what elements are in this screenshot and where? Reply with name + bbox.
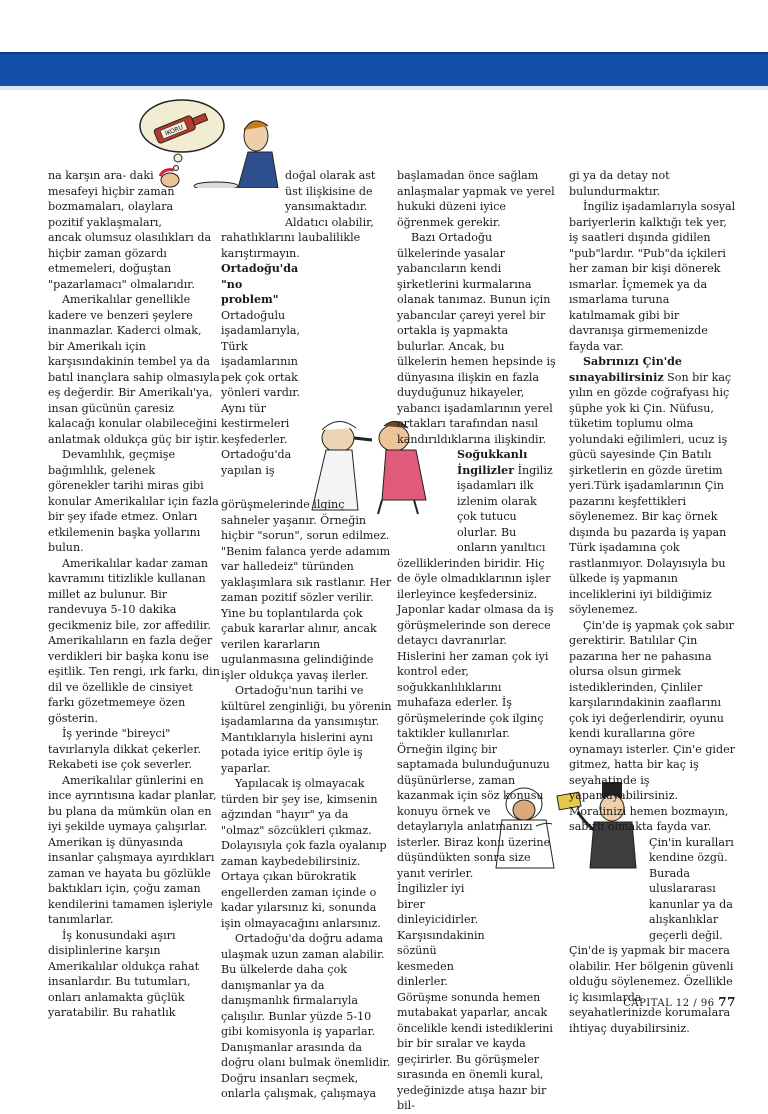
paragraph: na karşın ara- daki mesafeyi hiçbir zaman bozmamaları, olaylara pozitif yaklaşmaları, ancak olumsuz olasılıkları da hiçbir zaman gözardı etmemeleri, doğuştan "pazarlamacı" olmalarıdır. — [48, 169, 212, 291]
paragraph: Bazı Ortadoğu ülkelerinde yasalar yabancıların kendi şirketlerini kurmalarına olanak tanımaz. Bunun için yabancılar çareyi yerel bir ortakla iş yapmakta bulurlar. Ancak, bu ülkelerin hemen hepsinde iş dünyasına ilişkin en fazla duyduğunuz hikayeler, yabancı işadamlarının yerel ortakları tarafından nasıl kandırıldıklarına ilişkindir. — [397, 231, 556, 446]
magazine-issue: CAPITAL 12 / 96 — [623, 998, 715, 1009]
paragraph: İş yerinde "bireyci" tavırlarıyla dikkat çekerler. Rekabeti ise çok severler. — [48, 727, 201, 771]
paragraph: Devamlılık, geçmişe bağımlılık, gelenek görenekler tarihi miras gibi konular Amerikalılar için fazla bir şey ifade etmez. Onları etkilemenin başka yollarını bulun. — [48, 448, 219, 554]
page-footer — [623, 995, 736, 1009]
paragraph: İngilizler iyi birer dinleyicidirler. Karşısındakinin sözünü kesmeden dinlerler. Görüşme sonunda hemen mutabakat yaparlar, ancak öncelikle kendi istediklerini bir bir sıralar ve kayda geçirirler. Bu görüşmeler sırasında en önemli kural, yedeğinizde atışa hazır bir bil- — [397, 882, 553, 1112]
paragraph: İş konusundaki aşırı disiplinlerine karşın Amerikalılar oldukça rahat insanlardır. Bu tutumları, onları anlamakta güçlük yaratabilir. Bu rahatlık — [48, 928, 200, 1019]
paragraph: Yapılacak iş olmayacak türden bir şey ise, kimsenin ağzından "hayır" ya da "olmaz" sözcükleri çıkmaz. Dolayısıyla çok fazla oyalanıp zaman kaybedebilirsiniz. Ortaya çıkan bürokratik engellerden zaman içinde o kadar yılarsınız ki, sonunda işin olmayacağını anlarsınız. — [221, 777, 387, 930]
paragraph: İngiliz işadamlarıyla sosyal bariyerlerin kalktığı tek yer, iş saatleri dışında gidilen "pub"lardır. "Pub"da içkileri her zaman bir kişi dönerek ısmarlar. İçmemek ya da ısmarlama turuna katılmamak gibi bir davranışa girmemenizde fayda var. — [569, 200, 736, 353]
column-3 — [397, 168, 557, 1114]
bottle-label: İKORU — [164, 124, 185, 138]
column-4 — [569, 168, 737, 1036]
header-color-bar — [0, 52, 768, 88]
paragraph: Amerikalılar genellikle kadere ve benzeri şeylere inanmazlar. Kaderci olmak, bir Amerikalı için karşısındakinin tembel ya da batıl inançlara sahip olmasıyla eş değerdir. Bir Amerikalı'ya, insan gücünün çaresiz kalacağı konular olabileceğini anlatmak oldukça güç bir iştir. — [48, 293, 220, 446]
paragraph: Amerikalılar günlerini en ince ayrıntısına kadar planlar, bu plana da mümkün olan en iyi şekilde uymaya çalışırlar. Amerikan iş dünyasında insanlar çalışmaya ayırdıkları zaman ve hayata bu gözlükle baktıkları için, çoğu zaman kendilerini tamamen işleriyle tanımlarlar. — [48, 773, 217, 926]
column-2 — [221, 168, 393, 1102]
paragraph-text: Son bir kaç yılın en gözde coğrafyası hiç şüphe yok ki Çin. Nüfusu, tüketim toplumu olma yolundaki eğilimleri, ucuz iş gücü sayesinde Çin Batılı şirketlerin en gözde üretim yeri.Türk işadamlarının Çin pazarını keşfettikleri söylenemez. Bir kaç örnek dışında bu pazarda iş yapan Türk işadamına çok rastlanmıyor. Dolayısıyla bu ülkede iş yapmanın inceliklerini iyi bildiğimiz söylenemez. — [569, 370, 732, 616]
paragraph: başlamadan önce sağlam anlaşmalar yapmak ve yerel hukuki düzeni iyice öğrenmek gerekir. — [397, 169, 555, 229]
paragraph: Çin'in kuralları kendine özgü. Burada uluslararası kanunlar ya da alışkanlıklar geçerli değil. Çin'de iş yapmak bir macera olabilir. Her bölgenin güvenli olduğu söylenemez. Özellikle iç kısımlarda seyahatlerinizde korumalara ihtiyaç duyabilirsiniz. — [569, 835, 734, 1035]
subheading-middle-east: Ortadoğu'da "no problem" — [221, 262, 299, 306]
paragraph: Ortadoğu'nun tarihi ve kültürel zenginliği, bu yörenin işadamlarına da yansımıştır. Mantıklarıyla hislerini aynı potada iyice eritip öyle iş yaparlar. — [221, 684, 392, 775]
paragraph — [569, 354, 737, 618]
paragraph-text: Ortadoğulu işadamlarıyla, Türk işadamlarının pek çok ortak yönleri vardır. Aynı tür kestirmeleri keşfederler. Ortadoğu'da yapılan iş görüşmelerinde ilginç sahneler yaşanır. Örneğin hiçbir "sorun", sorun edilmez. "Benim falanca yerde adamım var halledeiz" türünden yaklaşımlara sık rastlanır. Her zaman pozitif sözler verilir. Yine bu toplantılarda çok çabuk kararlar alınır, ancak verilen kararların ugulanmasına gelindiğinde işler oldukça yavaş ilerler. — [221, 308, 392, 682]
subheading-china: Sabrınızı Çin'de sınayabilirsiniz — [569, 355, 682, 384]
subheading-english: Soğukkanlı İngilizler — [457, 448, 528, 477]
paragraph-text: İngiliz işadamları ilk izlenim olarak çok tutucu olurlar. Bu onların yanıltıcı özelliklerinden biridir. Hiç de öyle olmadıklarının işler ilerleyince keşfedersiniz. Japonlar kadar olmasa da iş görüşmelerinde son derece detaycı davranırlar. Hislerini her zaman çok iyi kontrol eder, soğukkanlılıklarını muhafaza ederler. İş görüşmelerinde çok ilginç taktikler kullanırlar. Örneğin ilginç bir saptamada bulunduğunuzu düşünürlerse, zaman kazanmak için söz konusu konuyu örnek ve detaylarıyla anlatmanızı isterler. Biraz konu üzerine düşündükten sonra size yanıt verirler. — [397, 463, 554, 880]
header-bar-shadow — [0, 86, 768, 90]
paragraph: gi ya da detay not bulundurmaktır. — [569, 169, 670, 198]
paragraph: Amerikalılar kadar zaman kavramını titizlikle kullanan millet az bulunur. Bir randevuya 5-10 dakika gecikmeniz bile, zor affedilir. Amerikalıların en fazla değer verdikleri bir başka konu ise eşitlik. Ten rengi, ırk farkı, din dil ve özellikle de cinsiyet farkı gözetmemeye özen gösterin. — [48, 556, 220, 725]
column-1 — [48, 168, 220, 1021]
paragraph: Çin'de iş yapmak çok sabır gerektirir. Batılılar Çin pazarına her ne pahasına olursa olsun girmek istediklerinden, Çinliler karşılarındakinin zaaflarını çok iyi değerlendirir, oyunu kendi kurallarına göre oynamayı isterler. Çin'e gider gitmez, hatta bir kaç iş seyahatinde iş yapamayabilirsiniz. Moralinizi hemen bozmayın, sabırlı olmakta fayda var. — [569, 618, 735, 833]
paragraph: Ortadoğu'da doğru adama ulaşmak uzun zaman alabilir. Bu ülkelerde daha çok danışmanlar ya da danışmanlık firmalarıyla çalışılır. Bunlar yüzde 5-10 gibi komisyonla iş yaparlar. Danışmanlar arasında da doğru olanı bulmak önemlidir. Doğru insanları seçmek, onlarla çalışmak, çalışmaya — [221, 932, 391, 1100]
page-number: 77 — [718, 995, 736, 1009]
paragraph: doğal olarak ast üst ilişkisine de yansımaktadır. Aldatıcı olabilir, rahatlıklarını laubalilikle karıştırmayın. — [221, 169, 376, 260]
